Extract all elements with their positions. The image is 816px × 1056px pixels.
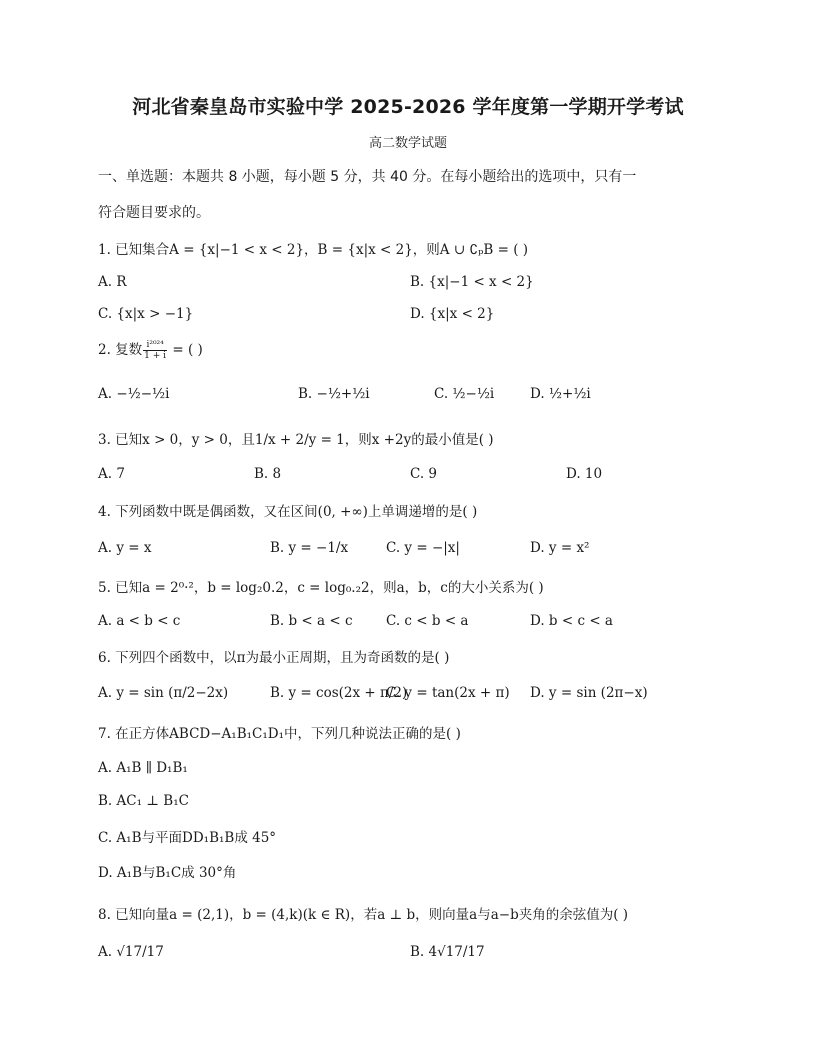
question-6-option-d[interactable]: D. y = sin (2π−x) bbox=[530, 685, 648, 701]
question-3-option-d[interactable]: D. 10 bbox=[566, 466, 603, 482]
question-1-option-c[interactable]: C. {x|x > −1} bbox=[98, 306, 194, 322]
section-heading: 一、单选题：本题共 8 小题，每小题 5 分，共 40 分。在每小题给出的选项中，只有一 bbox=[98, 169, 637, 185]
question-3-option-a[interactable]: A. 7 bbox=[98, 466, 125, 482]
question-7-option-c[interactable]: C. A₁B与平面DD₁B₁B成 45° bbox=[98, 830, 277, 846]
question-8-option-a[interactable]: A. √17/17 bbox=[98, 944, 164, 960]
question-2-fraction bbox=[143, 340, 167, 361]
question-3-option-b[interactable]: B. 8 bbox=[254, 466, 282, 482]
question-4-option-d[interactable]: D. y = x² bbox=[530, 540, 590, 556]
question-2-option-c[interactable]: C. ½−½i bbox=[434, 386, 495, 402]
question-2-stem-prefix: 2. 复数 bbox=[98, 342, 143, 358]
question-7-stem: 7. 在正方体ABCD−A₁B₁C₁D₁中，下列几种说法正确的是( ) bbox=[98, 726, 461, 742]
question-5-option-b[interactable]: B. b < a < c bbox=[270, 613, 353, 629]
question-1-option-d[interactable]: D. {x|x < 2} bbox=[410, 306, 495, 322]
question-4-option-b[interactable]: B. y = −1/x bbox=[270, 540, 349, 556]
question-2-option-d[interactable]: D. ½+½i bbox=[530, 386, 591, 402]
question-3-stem: 3. 已知x > 0，y > 0，且1/x + 2/y = 1，则x +2y的最小值是( ) bbox=[98, 432, 494, 448]
question-1-option-b[interactable]: B. {x|−1 < x < 2} bbox=[410, 274, 534, 290]
question-6-option-a[interactable]: A. y = sin (π/2−2x) bbox=[98, 685, 229, 701]
question-2-option-a[interactable]: A. −½−½i bbox=[98, 386, 170, 402]
question-8-stem: 8. 已知向量a = (2,1)，b = (4,k)(k ∈ R)，若a ⊥ b，则向量a与a−b夹角的余弦值为( ) bbox=[98, 907, 629, 923]
question-5-stem: 5. 已知a = 2⁰·²，b = log₂0.2，c = log₀.₂2，则a，b，c的大小关系为( ) bbox=[98, 580, 544, 596]
question-2-stem bbox=[98, 338, 203, 361]
question-1-stem: 1. 已知集合A = {x|−1 < x < 2}，B = {x|x < 2}，则A ∪ ∁ₚB = ( ) bbox=[98, 242, 529, 258]
question-6-option-b[interactable]: B. y = cos(2x + π/2) bbox=[270, 685, 408, 701]
question-2-stem-suffix: = ( ) bbox=[168, 342, 203, 358]
question-5-option-a[interactable]: A. a < b < c bbox=[98, 613, 181, 629]
page-subtitle: 高二数学试题 bbox=[368, 136, 447, 151]
question-4-option-a[interactable]: A. y = x bbox=[98, 540, 152, 556]
page-title: 河北省秦皇岛市实验中学 2025-2026 学年度第一学期开学考试 bbox=[132, 96, 684, 118]
question-5-option-d[interactable]: D. b < c < a bbox=[530, 613, 613, 629]
question-7-option-b[interactable]: B. AC₁ ⊥ B₁C bbox=[98, 793, 189, 809]
question-5-option-c[interactable]: C. c < b < a bbox=[386, 613, 469, 629]
question-1-option-a[interactable]: A. R bbox=[98, 274, 127, 290]
question-7-option-d[interactable]: D. A₁B与B₁C成 30°角 bbox=[98, 865, 237, 881]
question-4-option-c[interactable]: C. y = −|x| bbox=[386, 540, 460, 556]
question-4-stem: 4. 下列函数中既是偶函数，又在区间(0, +∞)上单调递增的是( ) bbox=[98, 504, 478, 520]
question-8-option-b[interactable]: B. 4√17/17 bbox=[410, 944, 485, 960]
question-2-numerator: i²⁰²⁴ bbox=[143, 340, 167, 351]
question-7-option-a[interactable]: A. A₁B ∥ D₁B₁ bbox=[98, 760, 188, 776]
question-6-option-c[interactable]: C. y = tan(2x + π) bbox=[386, 685, 510, 701]
question-2-option-b[interactable]: B. −½+½i bbox=[298, 386, 370, 402]
question-6-stem: 6. 下列四个函数中，以π为最小正周期，且为奇函数的是( ) bbox=[98, 650, 450, 666]
question-2-denominator: 1 + i bbox=[144, 351, 167, 361]
section-heading-cont: 符合题目要求的。 bbox=[98, 205, 210, 221]
question-3-option-c[interactable]: C. 9 bbox=[410, 466, 438, 482]
